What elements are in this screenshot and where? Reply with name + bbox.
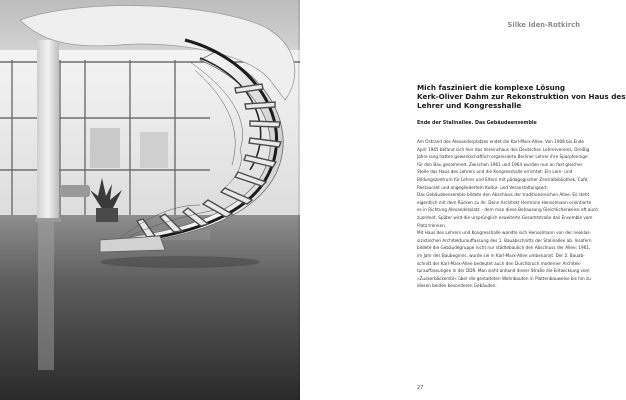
body-text <box>417 138 598 290</box>
section-subhead: Ende der Stalinallee. Das Gebäudeensemble <box>417 121 537 126</box>
text-line: turauffassungen in der DDR. Man sieht anhand dieser Straße die Entwicklung vom <box>417 268 590 274</box>
text-line: Jahre lang hatten gewerkschaftlich organisierte Berliner Lehrer ihre Sparpfennige <box>417 154 588 160</box>
text-page <box>300 0 626 400</box>
text-line: für den Bau gesammelt. Zwischen 1961 und 1964 wurden nun an fast gleicher <box>417 161 583 167</box>
article-title <box>417 83 626 110</box>
text-line: zuordnet. Später wird die ursprünglich erweiterte Gesamtstraße das Ensemble vom <box>417 214 593 220</box>
text-line: Restaurant und angegliedertem Kultur- und Veranstaltungsort. <box>417 184 549 190</box>
text-line: Am Ostrand des Alexanderplatzes endet die Karl-Marx-Allee. Von 1908 bis Ende <box>417 139 585 144</box>
text-line: bildete die Gebäudegruppe nicht nur städtebaulich den Abschluss der Allee: 1961, <box>417 245 591 251</box>
staircase-photograph <box>0 0 300 400</box>
text-line: diesen beiden besonderen Gebäuden. <box>417 283 497 289</box>
text-line: April 1945 befand sich hier das Vereinshaus des Deutschen Lehrervereins. Dreißig <box>417 146 590 152</box>
text-line: im Jahr des Baubeginns, wurde sie in Karl-Marx-Allee umbenannt. Der 2. Bauab- <box>417 252 585 258</box>
text-line: eigentlich mit dem Rücken zu ihr. Denn Architekt Hermann Henselmann orientierte <box>417 199 592 205</box>
text-line: sizistischen Architekturauffassung des 1. Bauabschnitts der Stalinallee ab. Insofern <box>417 237 592 243</box>
text-line: Platz trennen. <box>417 222 447 228</box>
text-line: es in Richtung Alexanderplatz – dem man diese Behausung Gleichlicherweise oft auch <box>417 207 598 213</box>
text-line: Stelle das Haus des Lehrers und die Kongresshalle errichtet: Ein Lern- und <box>417 169 573 175</box>
text-line: Bildungszentrum für Lehrer und Eltern mit pädagogischer Zentralbibliothek, Café, <box>417 176 589 182</box>
text-line: schnitt der Karl-Marx-Allee bedeutet auch den Durchbruch moderner Architek- <box>417 260 582 266</box>
paragraph <box>417 229 593 290</box>
text-line: Das Gebäudeensemble bildete den Abschluss der traditionsreichen Allee. Es steht <box>417 192 590 198</box>
running-head-author: Silke Iden-Rotkirch <box>507 21 580 29</box>
text-line: »Zuckerbäckerstil« über die gestalteten Wohnbauten in Plattenbauweise bis hin zu <box>417 275 591 281</box>
text-line: Mit Haus des Lehrers und Kongresshalle wandte sich Henselmann von der neoklas- <box>417 230 592 236</box>
paragraph <box>417 138 598 229</box>
title-line: Kerk-Oliver Dahm zur Rekonstruktion von Haus des <box>417 92 626 101</box>
title-line: Mich fasziniert die komplexe Lösung <box>417 83 566 92</box>
title-line: Lehrer und Kongresshalle <box>417 101 522 110</box>
page-number: 27 <box>417 385 424 391</box>
